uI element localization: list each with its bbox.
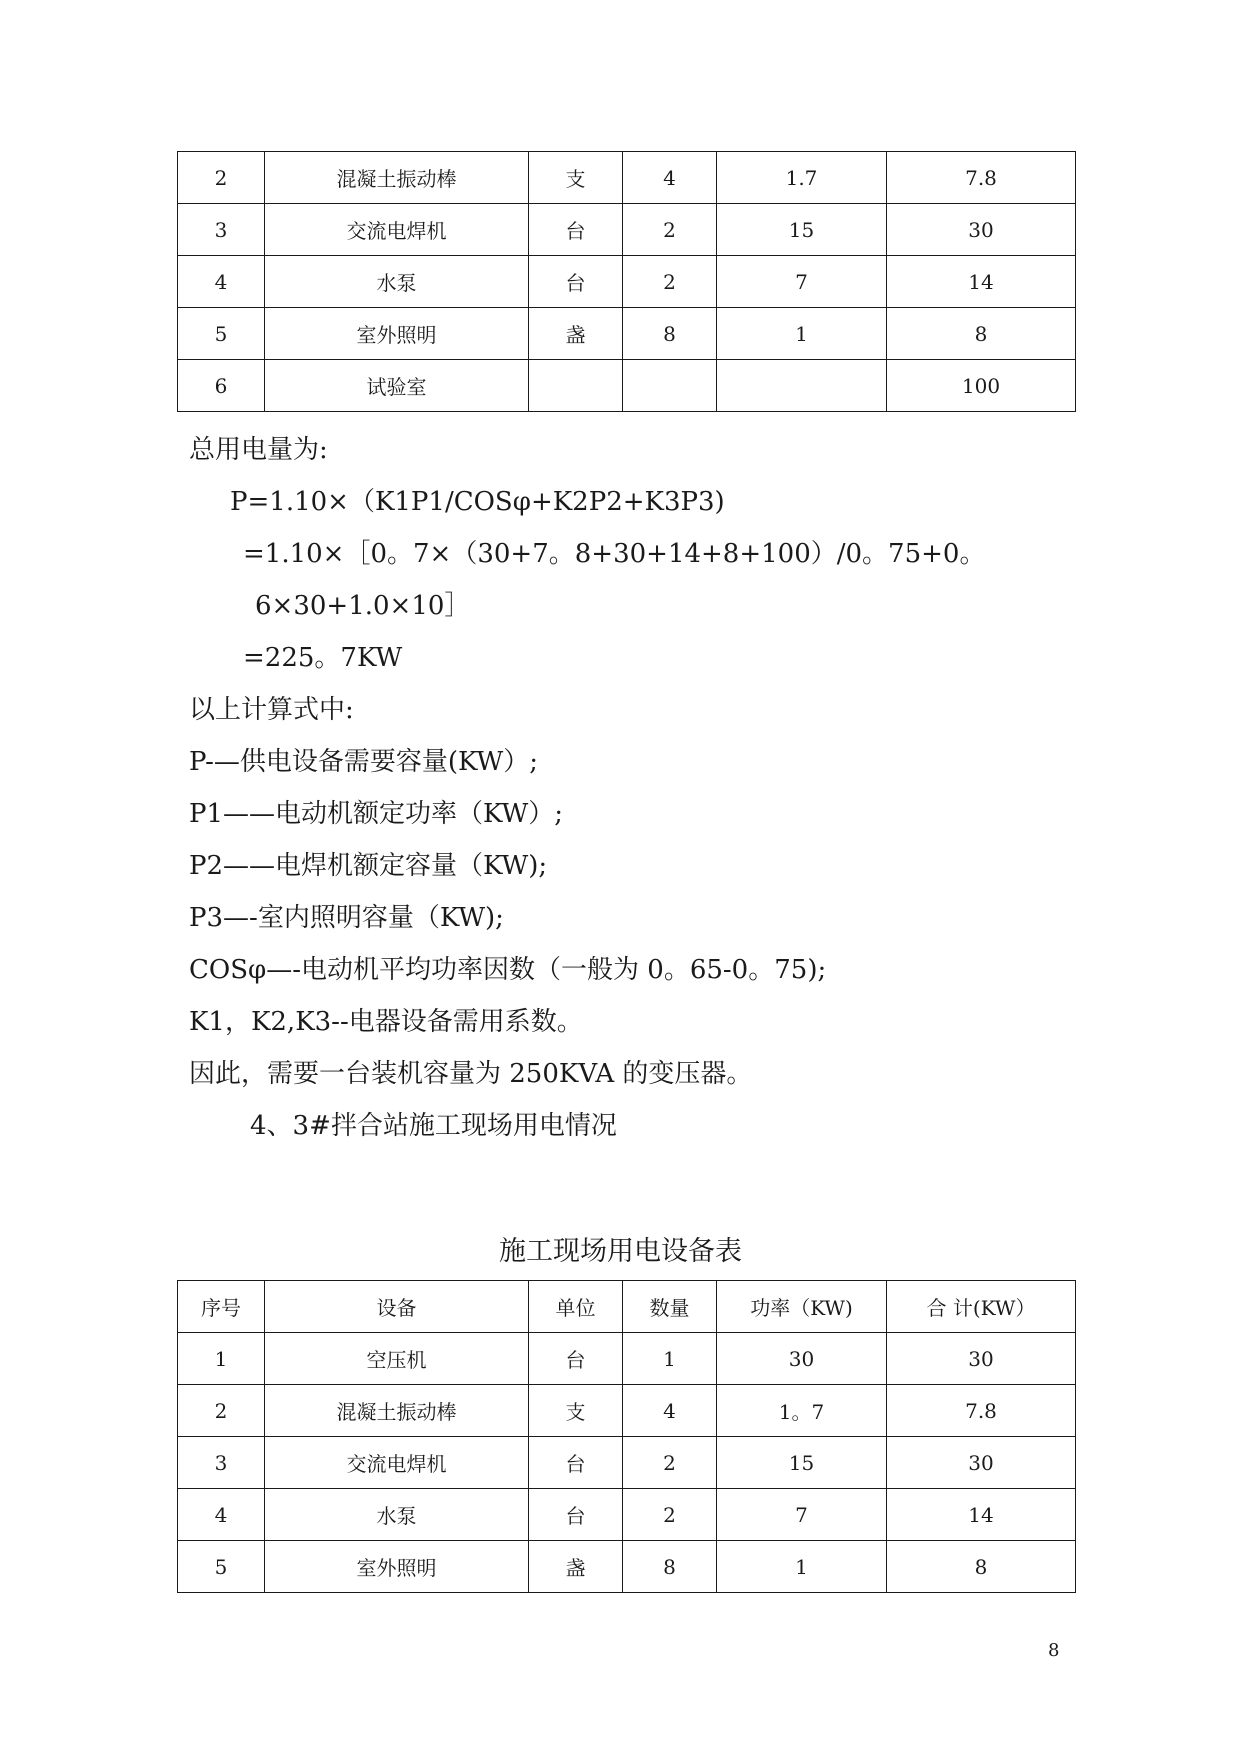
cell-index: 5 [178, 308, 265, 360]
cell-quantity: 1 [623, 1333, 717, 1385]
header-quantity: 数量 [623, 1281, 717, 1333]
cell-equipment: 室外照明 [265, 1541, 529, 1593]
cell-power: 1 [717, 308, 887, 360]
cell-equipment: 混凝土振动棒 [265, 1385, 529, 1437]
header-unit: 单位 [529, 1281, 623, 1333]
cell-index: 2 [178, 1385, 265, 1437]
cell-unit: 台 [529, 204, 623, 256]
cell-quantity: 8 [623, 1541, 717, 1593]
formula-result: =225。7KW [243, 643, 403, 673]
cell-quantity [623, 360, 717, 412]
definition-line: K1，K2,K3--电器设备需用系数。 [189, 1007, 583, 1037]
cell-total: 30 [887, 1333, 1076, 1385]
cell-power: 7 [717, 1489, 887, 1541]
cell-total: 100 [887, 360, 1076, 412]
formula-line: 6×30+1.0×10］ [255, 591, 471, 621]
table-row [178, 204, 1076, 256]
cell-unit [529, 360, 623, 412]
header-equipment: 设备 [265, 1281, 529, 1333]
table-header-row [178, 1281, 1076, 1333]
cell-power: 1 [717, 1541, 887, 1593]
cell-index: 2 [178, 152, 265, 204]
cell-equipment: 室外照明 [265, 308, 529, 360]
table-title: 施工现场用电设备表 [499, 1236, 742, 1267]
cell-unit: 台 [529, 1437, 623, 1489]
cell-quantity: 2 [623, 1437, 717, 1489]
cell-power: 7 [717, 256, 887, 308]
header-index: 序号 [178, 1281, 265, 1333]
definitions-heading: 以上计算式中: [189, 695, 354, 725]
cell-power [717, 360, 887, 412]
cell-power: 15 [717, 204, 887, 256]
cell-quantity: 8 [623, 308, 717, 360]
definition-line: COSφ—-电动机平均功率因数（一般为 0。65-0。75); [189, 955, 827, 985]
cell-equipment: 空压机 [265, 1333, 529, 1385]
cell-quantity: 4 [623, 1385, 717, 1437]
table-row [178, 1385, 1076, 1437]
cell-unit: 支 [529, 1385, 623, 1437]
table-row [178, 256, 1076, 308]
cell-power: 30 [717, 1333, 887, 1385]
page-number: 8 [1048, 1640, 1060, 1661]
definition-line: P1——电动机额定功率（KW）; [189, 799, 564, 829]
table-row [178, 1437, 1076, 1489]
section-heading: 4、3#拌合站施工现场用电情况 [250, 1111, 617, 1141]
cell-index: 3 [178, 1437, 265, 1489]
cell-index: 5 [178, 1541, 265, 1593]
cell-index: 3 [178, 204, 265, 256]
definition-line: P2——电焊机额定容量（KW); [189, 851, 548, 881]
definition-line: P3—-室内照明容量（KW); [189, 903, 504, 933]
definition-line: P-—供电设备需要容量(KW）; [189, 747, 538, 777]
cell-index: 4 [178, 1489, 265, 1541]
cell-quantity: 4 [623, 152, 717, 204]
cell-total: 8 [887, 308, 1076, 360]
cell-power: 1.7 [717, 152, 887, 204]
cell-quantity: 2 [623, 256, 717, 308]
cell-quantity: 2 [623, 1489, 717, 1541]
cell-unit: 盏 [529, 308, 623, 360]
table-row [178, 1541, 1076, 1593]
equipment-table-continued [177, 151, 1076, 412]
cell-unit: 支 [529, 152, 623, 204]
cell-index: 6 [178, 360, 265, 412]
cell-equipment: 水泵 [265, 256, 529, 308]
cell-total: 7.8 [887, 152, 1076, 204]
equipment-table [177, 1280, 1076, 1593]
cell-total: 30 [887, 204, 1076, 256]
table-row [178, 360, 1076, 412]
cell-equipment: 水泵 [265, 1489, 529, 1541]
table-row [178, 308, 1076, 360]
formula-line: =1.10×［0。7×（30+7。8+30+14+8+100）/0。75+0。 [243, 539, 986, 569]
cell-total: 14 [887, 256, 1076, 308]
cell-unit: 台 [529, 1489, 623, 1541]
cell-power: 1。7 [717, 1385, 887, 1437]
cell-total: 8 [887, 1541, 1076, 1593]
cell-equipment: 交流电焊机 [265, 1437, 529, 1489]
conclusion-line: 因此，需要一台装机容量为 250KVA 的变压器。 [189, 1059, 753, 1089]
cell-quantity: 2 [623, 204, 717, 256]
total-power-heading: 总用电量为: [189, 435, 328, 465]
cell-index: 4 [178, 256, 265, 308]
table-row [178, 152, 1076, 204]
header-total: 合 计(KW） [887, 1281, 1076, 1333]
cell-total: 30 [887, 1437, 1076, 1489]
formula-line: P=1.10×（K1P1/COSφ+K2P2+K3P3) [230, 487, 725, 517]
cell-equipment: 交流电焊机 [265, 204, 529, 256]
cell-equipment: 混凝土振动棒 [265, 152, 529, 204]
cell-unit: 台 [529, 256, 623, 308]
table-row [178, 1333, 1076, 1385]
cell-unit: 盏 [529, 1541, 623, 1593]
cell-index: 1 [178, 1333, 265, 1385]
header-power: 功率（KW) [717, 1281, 887, 1333]
cell-total: 14 [887, 1489, 1076, 1541]
cell-total: 7.8 [887, 1385, 1076, 1437]
table-row [178, 1489, 1076, 1541]
cell-power: 15 [717, 1437, 887, 1489]
cell-equipment: 试验室 [265, 360, 529, 412]
cell-unit: 台 [529, 1333, 623, 1385]
